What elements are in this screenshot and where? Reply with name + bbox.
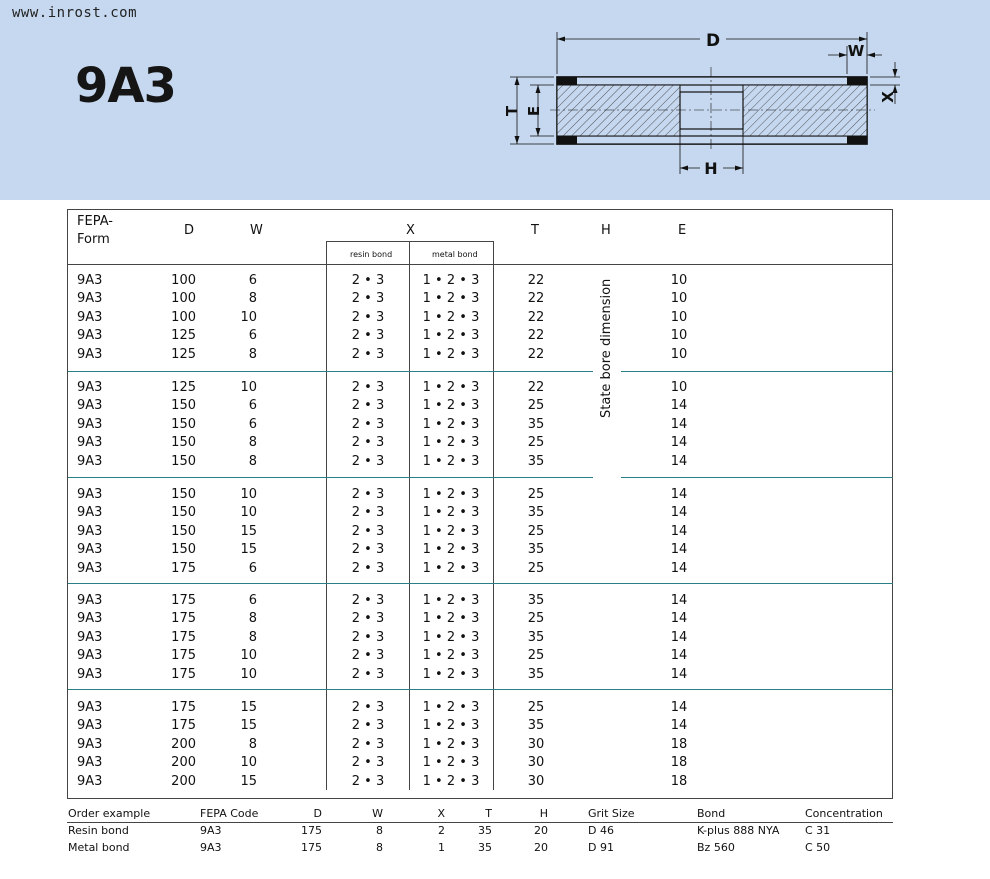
order-header-fepa-code: FEPA Code [200, 807, 259, 820]
cell-x-metal: 1 • 2 • 3 [422, 666, 480, 682]
cell-x-metal: 1 • 2 • 3 [422, 309, 480, 325]
dim-w: W [847, 42, 865, 60]
cell-form: 9A3 [77, 416, 103, 432]
cell-t: 30 [527, 755, 545, 771]
wheel-drawing [490, 22, 910, 192]
cell-e: 14 [670, 435, 688, 451]
cell-t: 22 [527, 380, 545, 395]
order-cell-x: 1 [438, 841, 445, 854]
cell-w: 10 [240, 309, 257, 325]
cell-e: 14 [670, 505, 688, 521]
cell-e: 10 [670, 273, 688, 288]
cell-x-metal: 1 • 2 • 3 [422, 736, 480, 752]
dim-h: H [704, 159, 718, 178]
order-cell-order-example: Metal bond [68, 841, 130, 854]
cell-d: 175 [171, 611, 196, 627]
order-cell-d: 175 [301, 841, 322, 854]
group-divider-1b [621, 371, 893, 372]
cell-x-metal: 1 • 2 • 3 [422, 718, 480, 734]
cell-d: 175 [171, 648, 196, 664]
cell-d: 150 [171, 542, 196, 558]
cell-e: 10 [670, 309, 688, 325]
cell-e: 14 [670, 416, 688, 432]
order-cell-order-example: Resin bond [68, 824, 129, 837]
cell-t: 25 [527, 523, 545, 539]
cell-t: 25 [527, 648, 545, 664]
cell-w: 15 [240, 523, 257, 539]
cell-w: 6 [248, 560, 257, 576]
order-header-d: D [313, 807, 322, 820]
cell-x-resin: 2 • 3 [351, 560, 385, 576]
cell-x-resin: 2 • 3 [351, 505, 385, 521]
cell-x-metal: 1 • 2 • 3 [422, 560, 480, 576]
group-divider-2b [621, 477, 893, 478]
cell-w: 8 [248, 629, 257, 645]
cell-d: 200 [171, 736, 196, 752]
cell-d: 100 [171, 273, 196, 288]
cell-t: 35 [527, 593, 545, 608]
dim-e: E [525, 105, 543, 117]
cell-w: 15 [240, 542, 257, 558]
product-title: 9A3 [75, 58, 176, 114]
cell-x-metal: 1 • 2 • 3 [422, 346, 480, 362]
cell-w: 8 [248, 611, 257, 627]
cell-w: 6 [248, 328, 257, 344]
cell-t: 35 [527, 666, 545, 682]
cell-x-resin: 2 • 3 [351, 736, 385, 752]
col-header-e: E [678, 223, 687, 238]
cell-form: 9A3 [77, 542, 103, 558]
cell-e: 14 [670, 542, 688, 558]
cell-x-resin: 2 • 3 [351, 718, 385, 734]
order-cell-t: 35 [478, 824, 492, 837]
cell-e: 14 [670, 700, 688, 715]
cell-x-metal: 1 • 2 • 3 [422, 593, 480, 608]
cell-form: 9A3 [77, 523, 103, 539]
cell-e: 14 [670, 453, 688, 469]
order-header-h: H [539, 807, 548, 820]
cell-form: 9A3 [77, 648, 103, 664]
state-bore-text: State bore dimension [599, 278, 614, 418]
cell-form: 9A3 [77, 309, 103, 325]
cell-d: 150 [171, 435, 196, 451]
cell-w: 15 [240, 773, 257, 789]
cell-x-resin: 2 • 3 [351, 487, 385, 502]
cell-w: 8 [248, 435, 257, 451]
cell-t: 35 [527, 453, 545, 469]
cell-e: 18 [670, 736, 688, 752]
cell-w: 10 [240, 648, 257, 664]
cell-form: 9A3 [77, 273, 103, 288]
sub-header-metal: metal bond [432, 250, 478, 259]
cell-x-resin: 2 • 3 [351, 700, 385, 715]
order-header-line [67, 822, 893, 823]
cell-d: 150 [171, 487, 196, 502]
cell-e: 14 [670, 666, 688, 682]
cell-w: 10 [240, 487, 257, 502]
cell-x-metal: 1 • 2 • 3 [422, 416, 480, 432]
dim-x: X [879, 91, 897, 103]
cell-t: 22 [527, 309, 545, 325]
cell-e: 14 [670, 593, 688, 608]
cell-w: 8 [248, 291, 257, 307]
cell-w: 10 [240, 505, 257, 521]
cell-t: 22 [527, 346, 545, 362]
cell-w: 6 [248, 398, 257, 414]
cell-t: 35 [527, 718, 545, 734]
order-cell-w: 8 [376, 824, 383, 837]
cell-w: 6 [248, 416, 257, 432]
cell-form: 9A3 [77, 736, 103, 752]
order-cell-t: 35 [478, 841, 492, 854]
order-cell-h: 20 [534, 841, 548, 854]
cell-x-resin: 2 • 3 [351, 523, 385, 539]
cell-x-resin: 2 • 3 [351, 755, 385, 771]
cell-w: 15 [240, 700, 257, 715]
sub-header-resin: resin bond [350, 250, 393, 259]
cell-form: 9A3 [77, 346, 103, 362]
order-cell-concentration: C 31 [805, 824, 831, 837]
cell-t: 30 [527, 773, 545, 789]
x-right-line [493, 241, 494, 790]
cell-e: 18 [670, 773, 688, 789]
cell-w: 6 [248, 273, 257, 288]
order-header-x: X [437, 807, 445, 820]
cell-w: 8 [248, 453, 257, 469]
cell-x-resin: 2 • 3 [351, 666, 385, 682]
cell-e: 14 [670, 523, 688, 539]
site-url: www.inrost.com [12, 5, 138, 21]
cell-t: 25 [527, 560, 545, 576]
cell-x-resin: 2 • 3 [351, 380, 385, 395]
cell-e: 10 [670, 291, 688, 307]
cell-t: 35 [527, 505, 545, 521]
cell-w: 10 [240, 755, 257, 771]
cell-t: 22 [527, 291, 545, 307]
x-mid-line [409, 241, 410, 790]
cell-t: 25 [527, 611, 545, 627]
cell-t: 25 [527, 398, 545, 414]
group-divider-3 [68, 583, 893, 584]
cell-e: 14 [670, 648, 688, 664]
cell-x-metal: 1 • 2 • 3 [422, 398, 480, 414]
cell-t: 25 [527, 700, 545, 715]
cell-x-resin: 2 • 3 [351, 629, 385, 645]
cell-e: 14 [670, 611, 688, 627]
cell-w: 8 [248, 346, 257, 362]
cell-d: 125 [171, 380, 196, 395]
cell-e: 10 [670, 380, 688, 395]
cell-x-resin: 2 • 3 [351, 453, 385, 469]
col-header-w: W [250, 223, 263, 238]
cell-form: 9A3 [77, 398, 103, 414]
order-cell-fepa-code: 9A3 [200, 824, 222, 837]
cell-x-resin: 2 • 3 [351, 398, 385, 414]
order-cell-w: 8 [376, 841, 383, 854]
cell-form: 9A3 [77, 380, 103, 395]
order-cell-bond: Bz 560 [697, 841, 735, 854]
order-header-grit-size: Grit Size [588, 807, 635, 820]
x-left-line [326, 241, 327, 790]
order-cell-concentration: C 50 [805, 841, 831, 854]
cell-d: 150 [171, 398, 196, 414]
cell-w: 6 [248, 593, 257, 608]
cell-d: 175 [171, 629, 196, 645]
cell-x-resin: 2 • 3 [351, 773, 385, 789]
cell-x-resin: 2 • 3 [351, 611, 385, 627]
order-cell-bond: K-plus 888 NYA [697, 824, 780, 837]
col-header-t: T [531, 223, 539, 238]
cell-t: 35 [527, 542, 545, 558]
cell-form: 9A3 [77, 453, 103, 469]
cell-x-metal: 1 • 2 • 3 [422, 542, 480, 558]
cell-form: 9A3 [77, 560, 103, 576]
cell-d: 200 [171, 773, 196, 789]
order-cell-h: 20 [534, 824, 548, 837]
cell-d: 175 [171, 666, 196, 682]
cell-form: 9A3 [77, 291, 103, 307]
cell-d: 100 [171, 309, 196, 325]
cell-x-resin: 2 • 3 [351, 309, 385, 325]
cell-t: 35 [527, 416, 545, 432]
cell-w: 15 [240, 718, 257, 734]
cell-x-metal: 1 • 2 • 3 [422, 629, 480, 645]
order-header-order-example: Order example [68, 807, 151, 820]
col-header-fepa-2: Form [77, 232, 110, 247]
order-cell-d: 175 [301, 824, 322, 837]
cell-x-resin: 2 • 3 [351, 346, 385, 362]
cell-x-metal: 1 • 2 • 3 [422, 453, 480, 469]
cell-form: 9A3 [77, 629, 103, 645]
state-bore-note [590, 270, 620, 450]
cell-e: 10 [670, 328, 688, 344]
cell-x-resin: 2 • 3 [351, 542, 385, 558]
cell-d: 125 [171, 328, 196, 344]
cell-x-metal: 1 • 2 • 3 [422, 755, 480, 771]
cell-form: 9A3 [77, 611, 103, 627]
cell-form: 9A3 [77, 755, 103, 771]
cell-form: 9A3 [77, 593, 103, 608]
col-header-d: D [184, 223, 195, 238]
cell-x-resin: 2 • 3 [351, 648, 385, 664]
order-cell-fepa-code: 9A3 [200, 841, 222, 854]
order-header-bond: Bond [697, 807, 726, 820]
group-divider-4 [68, 689, 893, 690]
cell-x-metal: 1 • 2 • 3 [422, 505, 480, 521]
cell-t: 30 [527, 736, 545, 752]
cell-form: 9A3 [77, 435, 103, 451]
order-header-t: T [485, 807, 492, 820]
group-divider-1a [68, 371, 593, 372]
x-sub-top-line [326, 241, 494, 242]
cell-form: 9A3 [77, 505, 103, 521]
cell-d: 175 [171, 593, 196, 608]
col-header-x: X [406, 223, 415, 238]
cell-e: 14 [670, 487, 688, 502]
order-cell-x: 2 [438, 824, 445, 837]
cell-form: 9A3 [77, 487, 103, 502]
cell-form: 9A3 [77, 666, 103, 682]
header-divider [68, 264, 893, 265]
cell-d: 175 [171, 718, 196, 734]
cell-d: 125 [171, 346, 196, 362]
cell-x-resin: 2 • 3 [351, 593, 385, 608]
cell-d: 150 [171, 523, 196, 539]
cell-x-resin: 2 • 3 [351, 416, 385, 432]
cell-x-metal: 1 • 2 • 3 [422, 380, 480, 395]
cell-x-metal: 1 • 2 • 3 [422, 291, 480, 307]
order-cell-grit-size: D 46 [588, 824, 614, 837]
cell-x-resin: 2 • 3 [351, 435, 385, 451]
cell-e: 18 [670, 755, 688, 771]
cell-d: 150 [171, 453, 196, 469]
cell-w: 10 [240, 666, 257, 682]
cell-x-metal: 1 • 2 • 3 [422, 328, 480, 344]
cell-x-metal: 1 • 2 • 3 [422, 273, 480, 288]
cell-e: 14 [670, 398, 688, 414]
cell-w: 8 [248, 736, 257, 752]
cell-x-metal: 1 • 2 • 3 [422, 487, 480, 502]
dim-t: T [503, 105, 521, 117]
group-divider-2a [68, 477, 593, 478]
cell-e: 14 [670, 718, 688, 734]
cell-d: 175 [171, 560, 196, 576]
cell-x-resin: 2 • 3 [351, 273, 385, 288]
cell-x-metal: 1 • 2 • 3 [422, 611, 480, 627]
col-header-h: H [601, 223, 611, 238]
order-cell-grit-size: D 91 [588, 841, 614, 854]
cell-t: 22 [527, 328, 545, 344]
cell-form: 9A3 [77, 328, 103, 344]
cell-t: 25 [527, 487, 545, 502]
cell-form: 9A3 [77, 718, 103, 734]
cell-x-metal: 1 • 2 • 3 [422, 648, 480, 664]
cell-d: 200 [171, 755, 196, 771]
cell-x-metal: 1 • 2 • 3 [422, 700, 480, 715]
cell-d: 175 [171, 700, 196, 715]
cell-t: 35 [527, 629, 545, 645]
cell-x-metal: 1 • 2 • 3 [422, 435, 480, 451]
cell-x-metal: 1 • 2 • 3 [422, 773, 480, 789]
order-header-w: W [372, 807, 383, 820]
cell-d: 150 [171, 416, 196, 432]
cell-t: 25 [527, 435, 545, 451]
cell-w: 10 [240, 380, 257, 395]
cell-e: 10 [670, 346, 688, 362]
cell-x-resin: 2 • 3 [351, 328, 385, 344]
cell-form: 9A3 [77, 773, 103, 789]
cell-e: 14 [670, 629, 688, 645]
cell-t: 22 [527, 273, 545, 288]
cell-x-metal: 1 • 2 • 3 [422, 523, 480, 539]
cell-e: 14 [670, 560, 688, 576]
cell-d: 100 [171, 291, 196, 307]
order-header-concentration: Concentration [805, 807, 883, 820]
cell-x-resin: 2 • 3 [351, 291, 385, 307]
cell-form: 9A3 [77, 700, 103, 715]
cell-d: 150 [171, 505, 196, 521]
dim-d: D [705, 31, 721, 51]
col-header-fepa-1: FEPA- [77, 214, 113, 229]
